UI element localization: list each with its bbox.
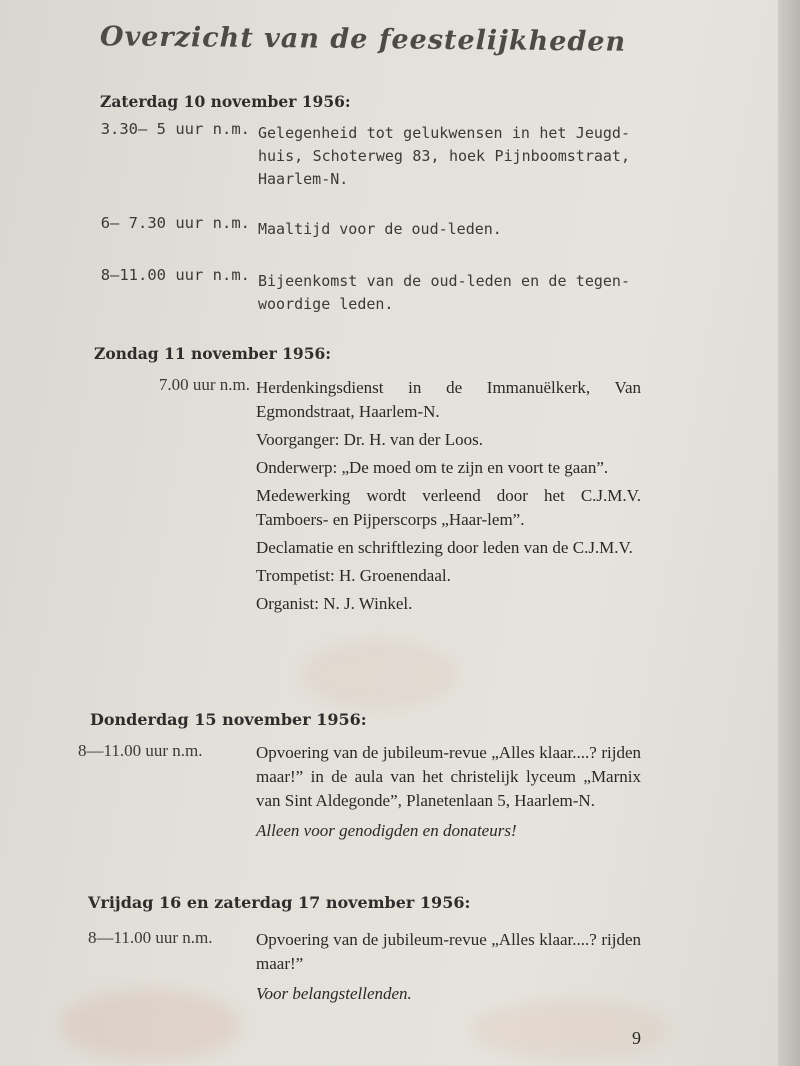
event-description <box>256 741 641 843</box>
event-description <box>256 376 641 616</box>
event-note: Alleen voor genodigden en donateurs! <box>256 821 517 840</box>
event-description <box>258 218 643 247</box>
event-line: Onderwerp: „De moed om te zijn en voort te gaan”. <box>256 458 609 477</box>
page-title: Overzicht van de feestelijkheden <box>99 21 627 58</box>
event-time: 7.00 uur n.m. <box>158 375 250 394</box>
event-note: Voor belangstellenden. <box>256 984 412 1003</box>
page-number: 9 <box>632 1028 641 1048</box>
day-heading: Zondag 11 november 1956: <box>94 344 332 363</box>
event-line: Trompetist: H. Groenendaal. <box>256 566 451 585</box>
day-heading: Zaterdag 10 november 1956: <box>100 92 351 111</box>
event-time: 3.30— 5 uur n.m. <box>100 120 250 138</box>
event-line: Gelegenheid tot gelukwensen in het Jeugd-huis, Schoterweg 83, hoek Pijnboomstraat, Haarlem-N. <box>258 124 630 188</box>
event-description <box>256 928 641 1006</box>
event-time: 6— 7.30 uur n.m. <box>100 214 250 232</box>
event-line: Bijeenkomst van de oud-leden en de tegen-woordige leden. <box>258 272 630 313</box>
page-edge <box>778 0 800 1066</box>
event-time: 8—11.00 uur n.m. <box>88 928 213 947</box>
event-time: 8—11.00 uur n.m. <box>100 266 250 284</box>
event-time: 8—11.00 uur n.m. <box>78 741 203 760</box>
event-line: Opvoering van de jubileum-revue „Alles klaar....? rijden maar!” in de aula van het christelijk lyceum „Marnix van Sint Aldegonde”, Planetenlaan 5, Haarlem-N. <box>256 743 641 810</box>
event-line: Opvoering van de jubileum-revue „Alles klaar....? rijden maar!” <box>256 930 641 973</box>
event-description <box>258 122 630 197</box>
event-line: Declamatie en schriftlezing door leden van de C.J.M.V. <box>256 538 633 557</box>
event-line: Herdenkingsdienst in de Immanuëlkerk, Van Egmondstraat, Haarlem-N. <box>256 378 641 421</box>
event-description <box>258 270 630 322</box>
event-line: Medewerking wordt verleend door het C.J.M.V. Tamboers- en Pijperscorps „Haar-lem”. <box>256 486 641 529</box>
event-line: Voorganger: Dr. H. van der Loos. <box>256 430 483 449</box>
event-line: Maaltijd voor de oud-leden. <box>258 220 502 238</box>
day-heading: Vrijdag 16 en zaterdag 17 november 1956: <box>88 893 471 912</box>
day-heading: Donderdag 15 november 1956: <box>90 710 367 729</box>
event-line: Organist: N. J. Winkel. <box>256 594 413 613</box>
